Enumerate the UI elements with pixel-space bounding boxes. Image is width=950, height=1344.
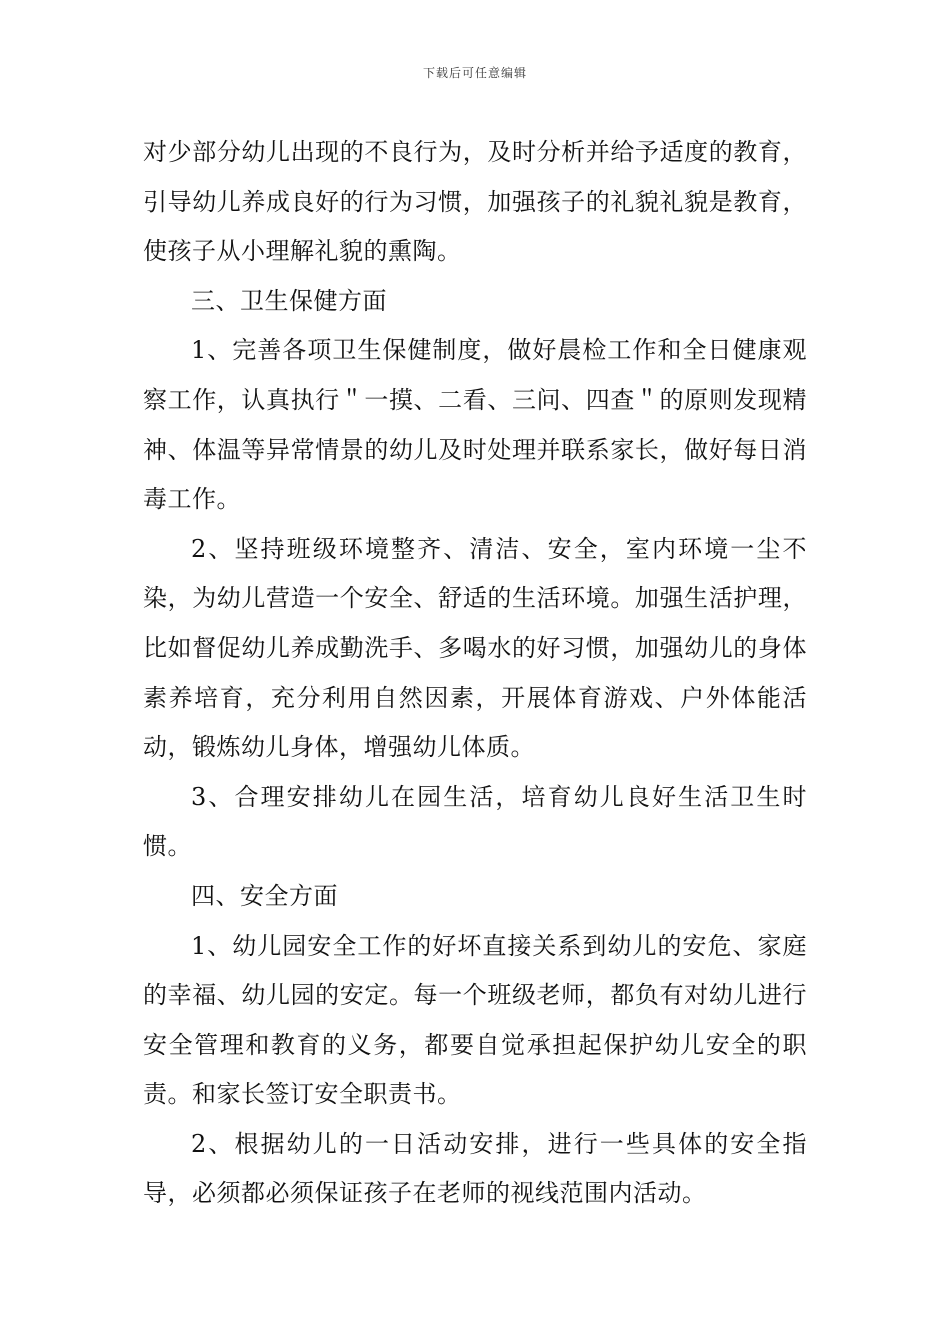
paragraph-hygiene-3: 3、合理安排幼儿在园生活，培育幼儿良好生活卫生时惯。 <box>143 782 807 861</box>
paragraph-hygiene-1: 1、完善各项卫生保健制度，做好晨检工作和全日健康观察工作，认真执行＂一摸、二看、三问、四查＂的原则发现精神、体温等异常情景的幼儿及时处理并联系家长，做好每日消毒工作。 <box>143 336 807 514</box>
paragraph-safety-2: 2、根据幼儿的一日活动安排，进行一些具体的安全指导，必须都必须保证孩子在老师的视线范围内活动。 <box>143 1129 807 1208</box>
paragraph-safety-1: 1、幼儿园安全工作的好坏直接关系到幼儿的安危、家庭的幸福、幼儿园的安定。每一个班级老师，都负有对幼儿进行安全管理和教育的义务，都要自觉承担起保护幼儿安全的职责。和家长签订安全职责书。 <box>143 931 807 1109</box>
paragraph-hygiene-2: 2、坚持班级环境整齐、清洁、安全，室内环境一尘不染，为幼儿营造一个安全、舒适的生活环境。加强生活护理，比如督促幼儿养成勤洗手、多喝水的好习惯，加强幼儿的身体素养培育，充分利用自然因素，开展体育游戏、户外体能活动，锻炼幼儿身体，增强幼儿体质。 <box>143 534 807 762</box>
section-heading-hygiene: 三、卫生保健方面 <box>191 286 387 315</box>
section-heading-safety: 四、安全方面 <box>191 881 338 910</box>
document-body <box>143 128 807 1219</box>
page-header-note: 下载后可任意编辑 <box>422 66 527 80</box>
paragraph-behavior-education: 对少部分幼儿出现的不良行为，及时分析并给予适度的教育，引导幼儿养成良好的行为习惯，加强孩子的礼貌礼貌是教育，使孩子从小理解礼貌的熏陶。 <box>143 138 807 266</box>
